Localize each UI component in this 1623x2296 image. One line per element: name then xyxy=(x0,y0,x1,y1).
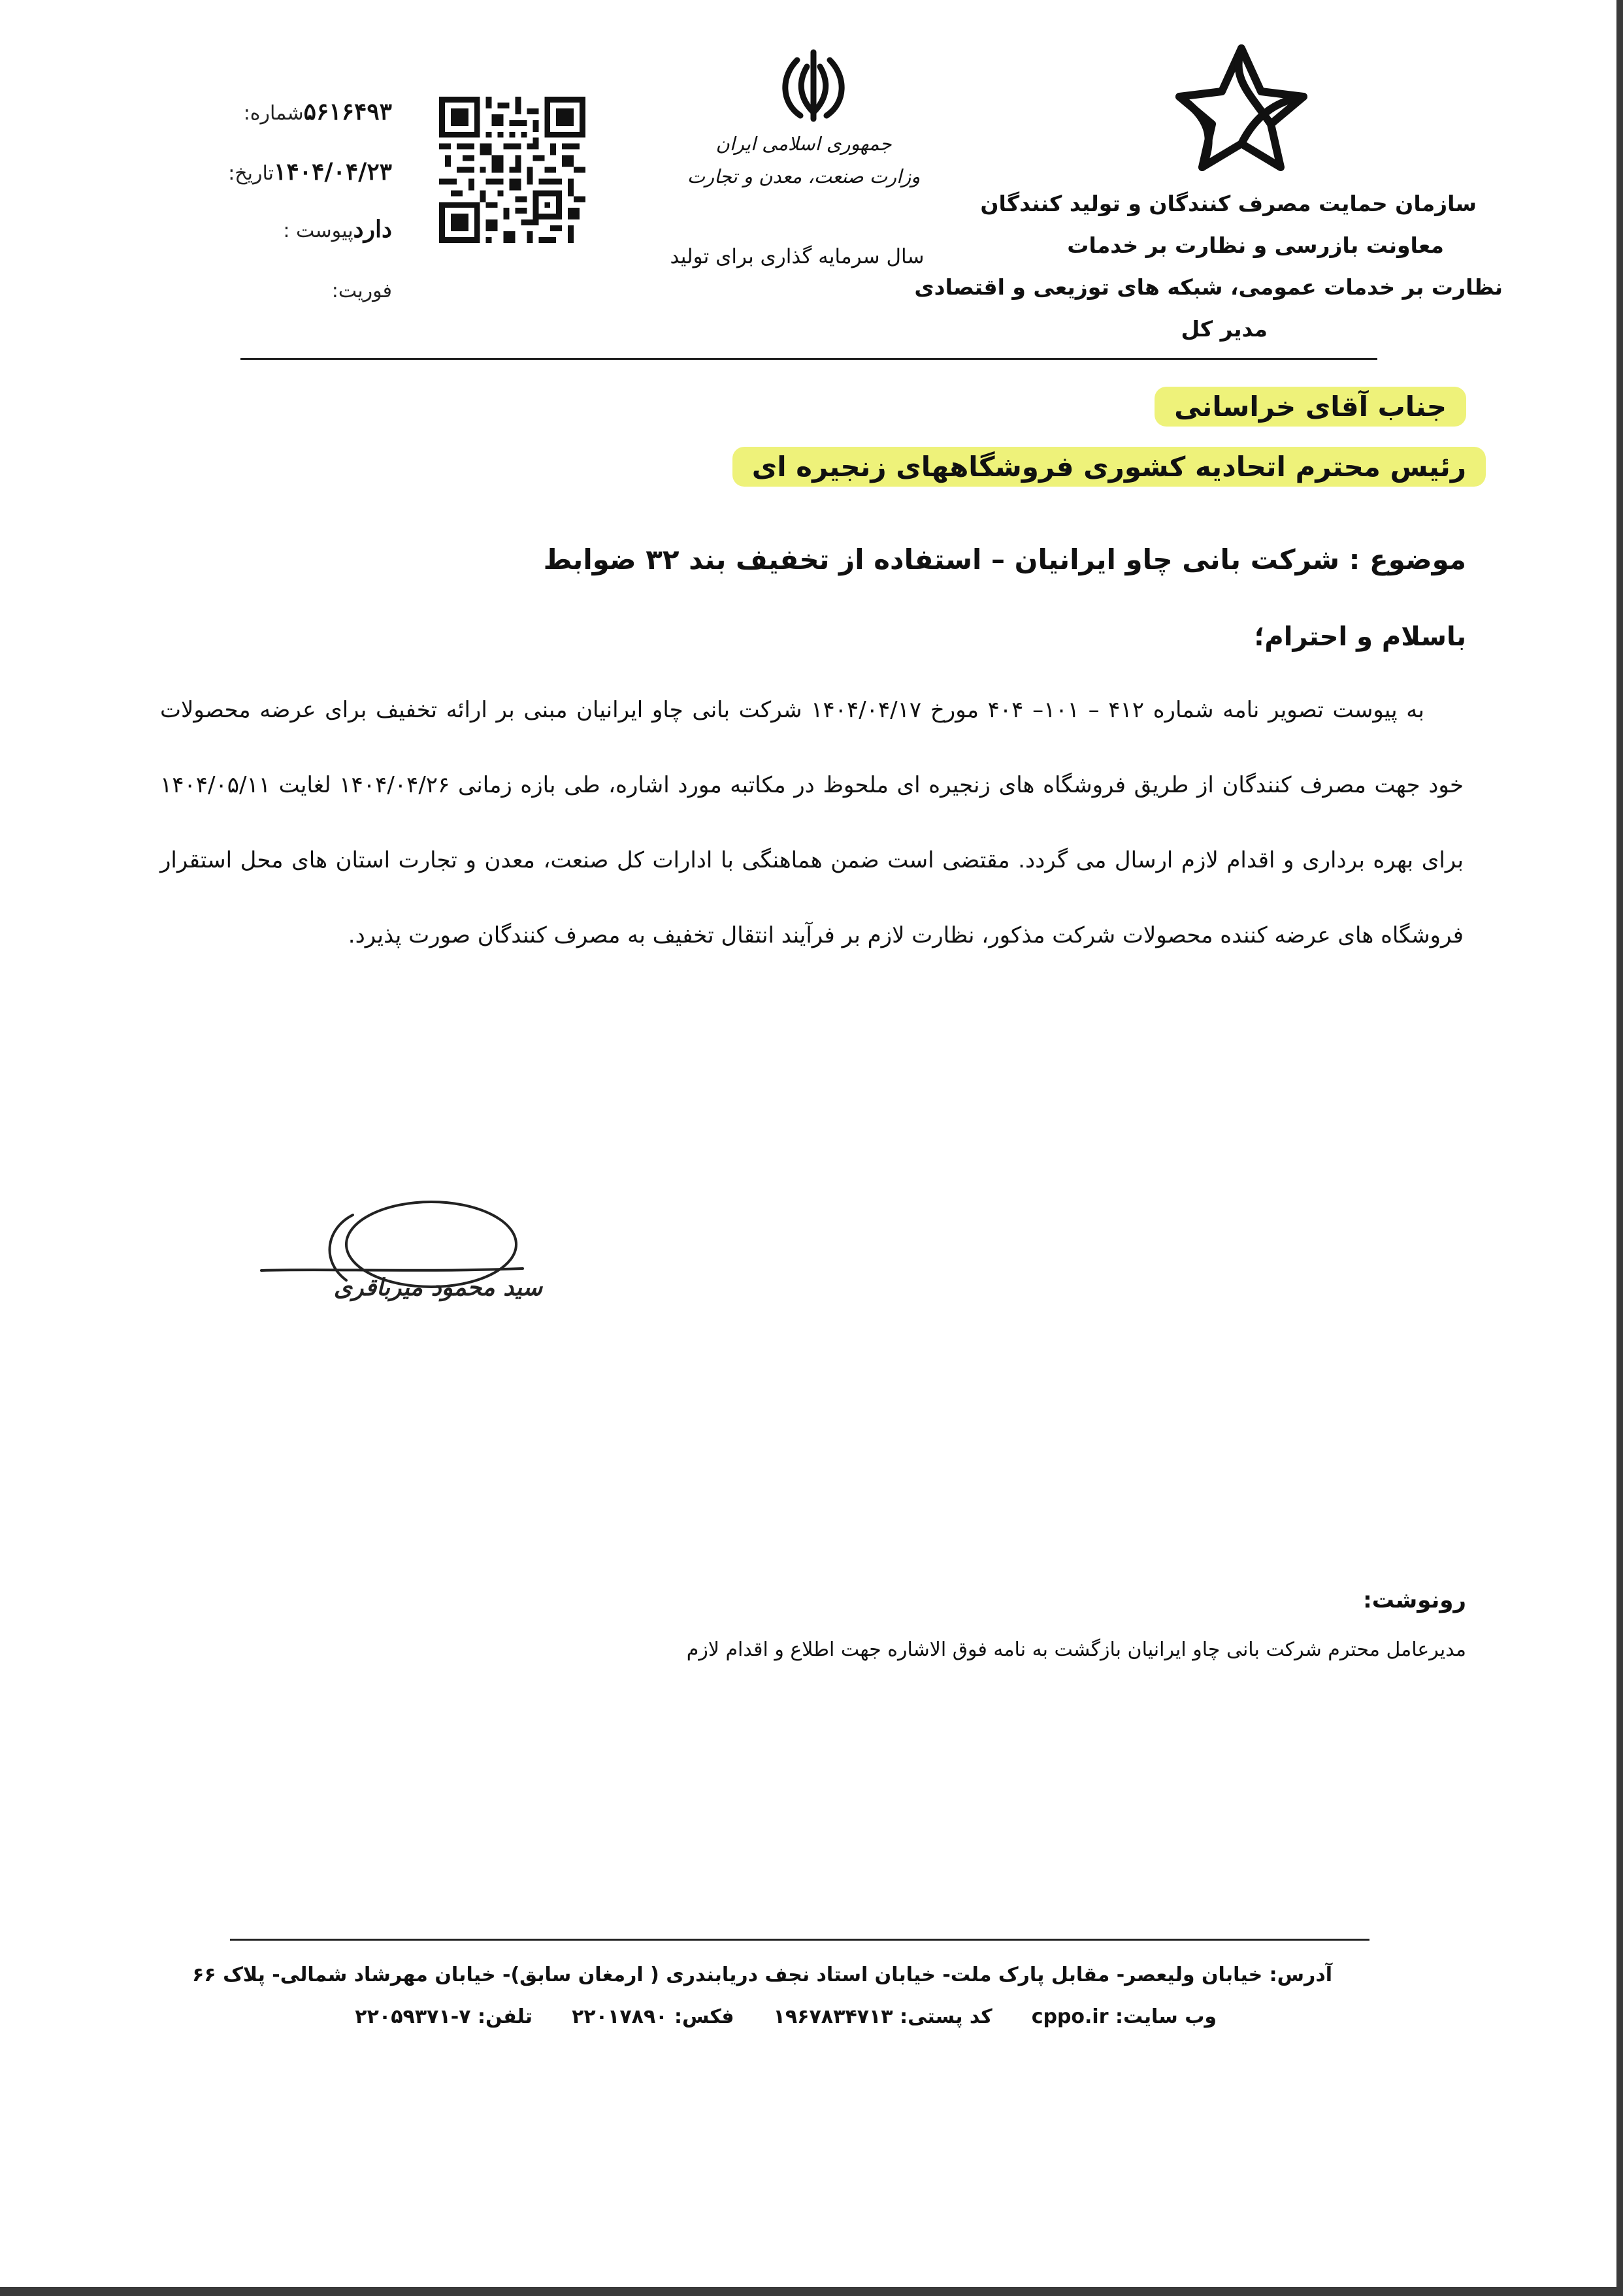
footer-divider xyxy=(230,1939,1369,1941)
iran-emblem xyxy=(778,47,849,125)
date-label: تاریخ: xyxy=(228,162,274,185)
number-label: شماره: xyxy=(243,102,304,125)
qr-code[interactable] xyxy=(439,97,585,243)
org-name: سازمان حمایت مصرف کنندگان و تولید کنندگان xyxy=(980,191,1477,216)
footer-phone: تلفن: ۷-۲۲۰۵۹۳۷۱ xyxy=(355,2005,533,2028)
letter-body xyxy=(160,673,1464,973)
footer-website-group xyxy=(1032,2005,1217,2028)
attachment-value: دارد xyxy=(353,216,392,243)
org-division: نظارت بر خدمات عمومی، شبکه های توزیعی و اقتصادی xyxy=(914,274,1503,300)
meta-number-row xyxy=(228,98,392,125)
footer-contacts xyxy=(355,2005,1217,2028)
signatory-name: سید محمود میرباقری xyxy=(333,1274,542,1301)
scan-border-right xyxy=(1616,0,1623,2296)
meta-attachment-row xyxy=(267,216,392,243)
cppo-logo xyxy=(1170,39,1313,176)
footer-website-label: وب سایت: xyxy=(1115,2005,1217,2028)
ministry-block xyxy=(686,127,921,193)
subject-line: موضوع : شرکت بانی چاو ایرانیان – استفاده از تخفیف بند ۳۲ ضوابط xyxy=(543,543,1466,575)
org-deputy: معاونت بازرسی و نظارت بر خدمات xyxy=(1067,233,1444,258)
urgency-label: فوریت: xyxy=(331,280,392,302)
footer-address: آدرس: خیابان ولیعصر- مقابل پارک ملت- خیابان استاد نجف دریابندری ( ارمغان سابق)- خیابان مهرشاد شمالی- پلاک ۶۶ xyxy=(192,1964,1332,1986)
meta-date-row xyxy=(212,158,392,186)
cc-title: رونوشت: xyxy=(1363,1587,1466,1613)
greeting: باسلام و احترام؛ xyxy=(1254,622,1466,652)
attachment-label: پیوست : xyxy=(283,219,353,242)
footer-fax: فکس: ۲۲۰۱۷۸۹۰ xyxy=(572,2005,734,2028)
body-paragraph: به پیوست تصویر نامه شماره ۴۱۲ – ۱۰۱– ۴۰۴ مورخ ۱۴۰۴/۰۴/۱۷ شرکت بانی چاو ایرانیان مبنی بر ارائه تخفیف برای عرضه محصولات خود جهت مصرف کنندگان از طریق فروشگاه های زنجیره ای ملحوظ در مکاتبه مورد اشاره، طی بازه زمانی ۱۴۰۴/۰۴/۲۶ لغایت ۱۴۰۴/۰۵/۱۱ برای بهره برداری و اقدام لازم ارسال می گردد. مقتضی است ضمن هماهنگی با ادارات کل صنعت، معدن و تجارت استان های محل استقرار فروشگاه های عرضه کننده محصولات شرکت مذکور، نظارت لازم بر فرآیند انتقال تخفیف به مصرف کنندگان صورت پذیرد. xyxy=(160,697,1464,948)
footer-website-link[interactable]: cppo.ir xyxy=(1031,2005,1109,2028)
meta-urgency-row xyxy=(316,280,392,302)
org-position: مدیر کل xyxy=(1181,316,1268,342)
date-value: ۱۴۰۴/۰۴/۲۳ xyxy=(274,158,392,186)
footer-postal: کد پستی: ۱۹۶۷۸۳۴۷۱۳ xyxy=(773,2005,992,2028)
ministry-name: وزارت صنعت، معدن و تجارت xyxy=(687,165,921,187)
cc-text: مدیرعامل محترم شرکت بانی چاو ایرانیان بازگشت به نامه فوق الاشاره جهت اطلاع و اقدام لازم xyxy=(686,1638,1466,1661)
addressee-name-text: جناب آقای خراسانی xyxy=(1155,387,1466,427)
country-name: جمهوری اسلامی ایران xyxy=(715,133,892,155)
header-divider xyxy=(240,358,1377,360)
addressee-title-text: رئیس محترم اتحادیه کشوری فروشگاههای زنجیره ای xyxy=(732,447,1486,487)
number-value: ۵۶۱۶۴۹۳ xyxy=(303,98,392,125)
addressee-title xyxy=(732,451,1486,483)
scan-border-bottom xyxy=(0,2287,1623,2296)
organization-block xyxy=(914,183,1503,350)
addressee-name xyxy=(1155,391,1466,423)
year-slogan: سال سرمایه گذاری برای تولید xyxy=(670,245,925,268)
